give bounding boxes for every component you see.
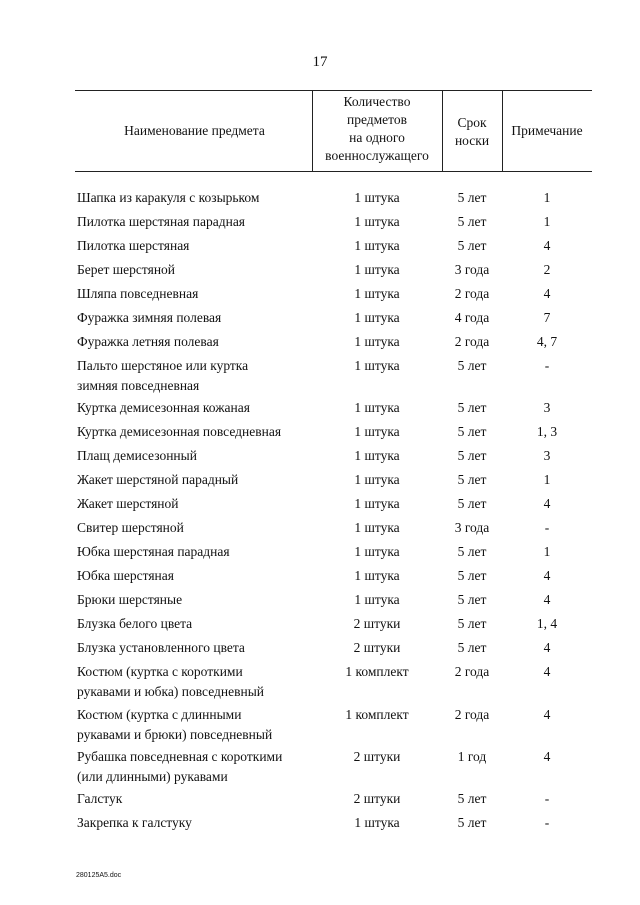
item-term: 2 года [454,286,490,301]
item-name: Пилотка шерстяная парадная [77,214,246,229]
item-quantity: 1 штука [354,334,400,349]
header-quantity: Количество предметов на одного военнослужащего [325,94,429,163]
item-note: - [544,815,550,831]
item-name: Фуражка зимняя полевая [77,310,222,325]
item-note: - [544,520,550,536]
item-name: Блузка установленного цвета [77,640,245,656]
item-term: 5 лет [457,568,487,584]
item-note: 4, 7 [536,334,558,349]
item-quantity: 1 штука [354,310,400,325]
item-name: Пилотка шерстяная [77,238,190,253]
item-quantity: 1 штука [354,190,400,205]
item-quantity: 1 штука [354,568,400,584]
item-term: 5 лет [457,640,487,656]
item-quantity: 1 штука [354,496,400,512]
item-note: 1 [543,472,551,488]
item-note: 7 [543,310,551,325]
item-term: 5 лет [457,791,487,807]
item-note: 4 [543,592,551,608]
item-name: Юбка шерстяная [77,568,174,584]
item-term: 2 года [454,664,490,680]
item-note: - [544,791,550,807]
item-term: 5 лет [457,358,487,373]
header-note: Примечание [511,123,583,138]
item-quantity: 1 штука [354,214,400,229]
item-note: - [544,358,550,373]
item-quantity: 1 штука [354,815,400,831]
item-note: 3 [543,448,551,464]
item-quantity: 1 штука [354,262,400,277]
item-name: Фуражка летняя полевая [77,334,219,349]
item-term: 5 лет [457,424,487,440]
item-name: Куртка демисезонная повседневная [77,424,282,440]
item-note: 4 [543,238,551,253]
item-term: 3 года [454,520,490,536]
item-term: 5 лет [457,400,487,416]
item-note: 1, 4 [536,616,558,632]
page-number: 17 [312,54,328,70]
item-quantity: 1 штука [354,358,400,373]
item-note: 4 [543,286,551,301]
item-term: 5 лет [457,616,487,632]
item-term: 5 лет [457,214,487,229]
item-name: Рубашка повседневная с короткими (или длинными) рукавами [77,748,283,784]
item-quantity: 1 штука [354,592,400,608]
item-term: 5 лет [457,592,487,608]
item-note: 3 [543,400,551,416]
item-term: 3 года [454,262,490,277]
item-note: 4 [543,664,551,680]
item-term: 5 лет [457,815,487,831]
item-name: Плащ демисезонный [77,448,197,464]
item-name: Пальто шерстяное или куртка зимняя повседневная [77,358,249,393]
item-quantity: 1 штука [354,424,400,440]
item-note: 4 [543,640,551,656]
item-quantity: 1 штука [354,448,400,464]
item-name: Берет шерстяной [77,262,176,277]
item-term: 5 лет [457,472,487,488]
item-term: 1 год [457,748,487,764]
table-top-rule [75,90,592,91]
item-quantity: 1 штука [354,472,400,488]
item-note: 4 [543,706,551,722]
item-name: Куртка демисезонная кожаная [77,400,250,416]
item-quantity: 1 штука [354,544,400,560]
item-note: 4 [543,496,551,512]
item-name: Юбка шерстяная парадная [77,544,230,560]
item-term: 2 года [454,706,490,722]
item-name: Шляпа повседневная [77,286,199,301]
item-quantity: 1 штука [354,286,400,301]
item-quantity: 2 штуки [353,791,401,807]
item-name: Закрепка к галстуку [77,815,192,831]
item-note: 1, 3 [536,424,558,440]
item-name: Костюм (куртка с короткими рукавами и юбка) повседневный [77,664,264,700]
item-name: Шапка из каракуля с козырьком [77,190,260,205]
item-name: Жакет шерстяной [77,496,179,512]
item-note: 1 [543,544,551,560]
item-note: 4 [543,568,551,584]
item-note: 4 [543,748,551,764]
item-quantity: 2 штуки [353,616,401,632]
item-term: 5 лет [457,496,487,512]
item-term: 4 года [454,310,490,325]
item-name: Блузка белого цвета [77,616,193,632]
item-quantity: 1 штука [354,238,400,253]
item-term: 5 лет [457,238,487,253]
header-term: Срок носки [454,115,490,148]
item-quantity: 2 штуки [353,748,401,764]
item-quantity: 1 комплект [345,706,409,722]
item-quantity: 1 штука [354,520,400,536]
item-term: 5 лет [457,448,487,464]
item-name: Жакет шерстяной парадный [77,472,239,488]
item-quantity: 1 комплект [345,664,409,680]
header-name: Наименование предмета [124,123,265,138]
item-name: Свитер шерстяной [77,520,184,536]
item-quantity: 2 штуки [353,640,401,656]
item-name: Галстук [77,791,123,807]
item-note: 2 [543,262,551,277]
item-term: 5 лет [457,190,487,205]
item-name: Брюки шерстяные [77,592,183,608]
item-name: Костюм (куртка с длинными рукавами и брюки) повседневный [77,706,273,742]
item-quantity: 1 штука [354,400,400,416]
item-note: 1 [543,214,551,229]
item-term: 5 лет [457,544,487,560]
item-note: 1 [543,190,551,205]
file-name-footer: 280125A5.doc [76,872,122,879]
item-term: 2 года [454,334,490,349]
header-bottom-rule [75,171,592,172]
